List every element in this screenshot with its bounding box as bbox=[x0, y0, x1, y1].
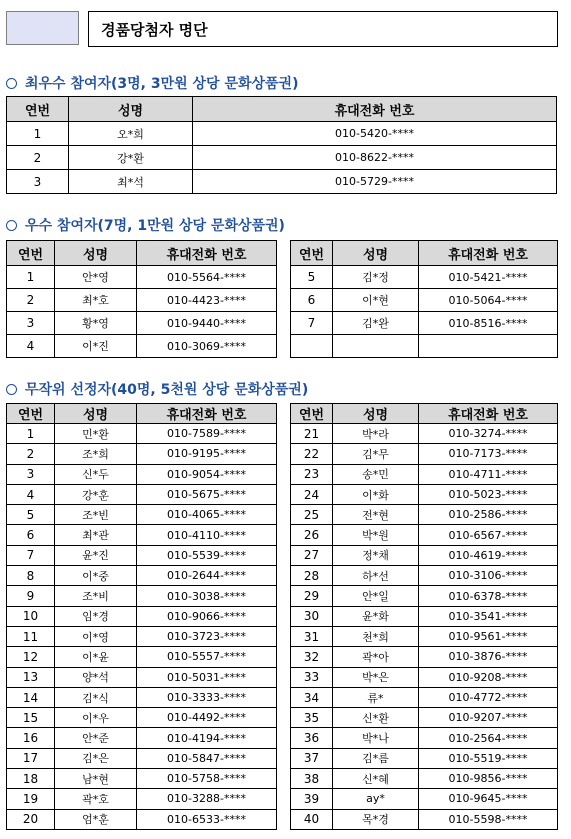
cell-no: 22 bbox=[291, 444, 333, 464]
header-name: 성명 bbox=[55, 404, 137, 424]
table-row bbox=[291, 464, 558, 484]
cell-no: 39 bbox=[291, 789, 333, 809]
cell-no: 30 bbox=[291, 606, 333, 626]
cell-name bbox=[333, 335, 419, 358]
cell-name: 조*빈 bbox=[55, 505, 137, 525]
table-row bbox=[7, 647, 277, 667]
cell-phone: 010-8622-**** bbox=[193, 146, 557, 170]
cell-phone: 010-5729-**** bbox=[193, 170, 557, 194]
table-row bbox=[291, 586, 558, 606]
table-row bbox=[7, 708, 277, 728]
cell-no: 5 bbox=[291, 266, 333, 289]
cell-no: 3 bbox=[7, 464, 55, 484]
table-row bbox=[7, 626, 277, 646]
cell-name: 신*혜 bbox=[333, 769, 419, 789]
cell-name: 박*원 bbox=[333, 525, 419, 545]
cell-phone: 010-5675-**** bbox=[137, 484, 277, 504]
cell-name: 김*름 bbox=[333, 748, 419, 768]
cell-phone: 010-9054-**** bbox=[137, 464, 277, 484]
table-row bbox=[7, 170, 557, 194]
cell-no: 29 bbox=[291, 586, 333, 606]
cell-name: 김*무 bbox=[333, 444, 419, 464]
cell-phone: 010-4194-**** bbox=[137, 728, 277, 748]
cell-no: 2 bbox=[7, 444, 55, 464]
cell-no: 23 bbox=[291, 464, 333, 484]
table-row bbox=[7, 667, 277, 687]
cell-no: 17 bbox=[7, 748, 55, 768]
header-phone: 휴대전화 번호 bbox=[193, 97, 557, 122]
cell-phone: 010-9066-**** bbox=[137, 606, 277, 626]
table-row bbox=[7, 312, 277, 335]
cell-phone: 010-5421-**** bbox=[419, 266, 558, 289]
cell-name: 임*경 bbox=[55, 606, 137, 626]
table-row bbox=[291, 484, 558, 504]
table-row bbox=[291, 424, 558, 444]
table-row bbox=[291, 525, 558, 545]
cell-phone: 010-3876-**** bbox=[419, 647, 558, 667]
cell-no: 32 bbox=[291, 647, 333, 667]
table-row bbox=[291, 312, 558, 335]
cell-phone: 010-5847-**** bbox=[137, 748, 277, 768]
cell-no: 26 bbox=[291, 525, 333, 545]
cell-no: 27 bbox=[291, 545, 333, 565]
cell-no: 20 bbox=[7, 809, 55, 829]
cell-phone: 010-3069-**** bbox=[137, 335, 277, 358]
cell-no: 2 bbox=[7, 146, 69, 170]
cell-no: 1 bbox=[7, 424, 55, 444]
cell-name: 류* bbox=[333, 687, 419, 707]
cell-phone: 010-4772-**** bbox=[419, 687, 558, 707]
cell-phone: 010-4619-**** bbox=[419, 545, 558, 565]
circle-bullet-icon bbox=[6, 78, 17, 89]
table-row bbox=[7, 525, 277, 545]
cell-phone: 010-3723-**** bbox=[137, 626, 277, 646]
cell-name: 이*우 bbox=[55, 708, 137, 728]
cell-no: 38 bbox=[291, 769, 333, 789]
table-row bbox=[7, 789, 277, 809]
cell-no: 14 bbox=[7, 687, 55, 707]
cell-name: 이*윤 bbox=[55, 647, 137, 667]
cell-no: 10 bbox=[7, 606, 55, 626]
table-header-row bbox=[7, 404, 277, 424]
header-phone: 휴대전화 번호 bbox=[419, 404, 558, 424]
table-row bbox=[291, 647, 558, 667]
cell-phone: 010-3106-**** bbox=[419, 566, 558, 586]
cell-no: 12 bbox=[7, 647, 55, 667]
header-no: 연번 bbox=[291, 241, 333, 266]
cell-name: 엄*훈 bbox=[55, 809, 137, 829]
table-row bbox=[7, 505, 277, 525]
table-row bbox=[291, 687, 558, 707]
header-no: 연번 bbox=[291, 404, 333, 424]
page-title: 경품당첨자 명단 bbox=[88, 11, 558, 47]
cell-no: 3 bbox=[7, 170, 69, 194]
cell-name: ay* bbox=[333, 789, 419, 809]
cell-name: 남*현 bbox=[55, 769, 137, 789]
header-no: 연번 bbox=[7, 241, 55, 266]
cell-phone: 010-7173-**** bbox=[419, 444, 558, 464]
cell-phone: 010-2586-**** bbox=[419, 505, 558, 525]
header-name: 성명 bbox=[55, 241, 137, 266]
circle-bullet-icon bbox=[6, 384, 17, 395]
cell-phone: 010-2644-**** bbox=[137, 566, 277, 586]
cell-phone: 010-5539-**** bbox=[137, 545, 277, 565]
cell-no: 3 bbox=[7, 312, 55, 335]
cell-name: 박*라 bbox=[333, 424, 419, 444]
table-row bbox=[7, 484, 277, 504]
header-phone: 휴대전화 번호 bbox=[137, 241, 277, 266]
header-name: 성명 bbox=[69, 97, 193, 122]
table-row bbox=[291, 748, 558, 768]
table-row bbox=[7, 769, 277, 789]
cell-phone: 010-8516-**** bbox=[419, 312, 558, 335]
cell-phone: 010-3288-**** bbox=[137, 789, 277, 809]
cell-name: 이*중 bbox=[55, 566, 137, 586]
cell-phone: 010-4110-**** bbox=[137, 525, 277, 545]
table-row bbox=[7, 728, 277, 748]
title-accent-box bbox=[6, 11, 79, 45]
cell-name: 조*희 bbox=[55, 444, 137, 464]
cell-name: 민*환 bbox=[55, 424, 137, 444]
cell-phone: 010-9561-**** bbox=[419, 626, 558, 646]
cell-name: 정*채 bbox=[333, 545, 419, 565]
cell-name: 양*석 bbox=[55, 667, 137, 687]
excellent-participants-table-left bbox=[6, 240, 277, 358]
cell-phone: 010-5031-**** bbox=[137, 667, 277, 687]
table-row bbox=[291, 335, 558, 358]
cell-no: 4 bbox=[7, 484, 55, 504]
cell-name: 김*정 bbox=[333, 266, 419, 289]
section-heading-excellent bbox=[6, 215, 285, 235]
cell-no: 21 bbox=[291, 424, 333, 444]
cell-name: 조*비 bbox=[55, 586, 137, 606]
cell-phone: 010-3038-**** bbox=[137, 586, 277, 606]
cell-no: 9 bbox=[7, 586, 55, 606]
table-row bbox=[7, 464, 277, 484]
cell-no: 33 bbox=[291, 667, 333, 687]
section-heading-text: 무작위 선정자(40명, 5천원 상당 문화상품권) bbox=[25, 382, 309, 398]
table-row bbox=[291, 545, 558, 565]
cell-no: 2 bbox=[7, 289, 55, 312]
cell-phone: 010-7589-**** bbox=[137, 424, 277, 444]
cell-no: 7 bbox=[291, 312, 333, 335]
cell-no: 11 bbox=[7, 626, 55, 646]
random-winners-table-left bbox=[6, 403, 277, 830]
header-phone: 휴대전화 번호 bbox=[137, 404, 277, 424]
cell-phone: 010-4492-**** bbox=[137, 708, 277, 728]
cell-phone: 010-3333-**** bbox=[137, 687, 277, 707]
cell-name: 신*두 bbox=[55, 464, 137, 484]
table-row bbox=[7, 122, 557, 146]
cell-name: 안*준 bbox=[55, 728, 137, 748]
cell-name: 김*은 bbox=[55, 748, 137, 768]
circle-bullet-icon bbox=[6, 220, 17, 231]
cell-no: 25 bbox=[291, 505, 333, 525]
cell-phone: 010-5598-**** bbox=[419, 809, 558, 829]
cell-name: 박*은 bbox=[333, 667, 419, 687]
cell-name: 안*일 bbox=[333, 586, 419, 606]
best-participants-table bbox=[6, 96, 557, 194]
cell-name: 안*영 bbox=[55, 266, 137, 289]
cell-phone: 010-3541-**** bbox=[419, 606, 558, 626]
cell-phone: 010-5064-**** bbox=[419, 289, 558, 312]
header-name: 성명 bbox=[333, 241, 419, 266]
header-name: 성명 bbox=[333, 404, 419, 424]
table-row bbox=[7, 748, 277, 768]
cell-name: 천*희 bbox=[333, 626, 419, 646]
cell-phone: 010-9645-**** bbox=[419, 789, 558, 809]
table-row bbox=[291, 667, 558, 687]
cell-phone: 010-9208-**** bbox=[419, 667, 558, 687]
table-row bbox=[7, 444, 277, 464]
cell-no: 16 bbox=[7, 728, 55, 748]
cell-name: 박*나 bbox=[333, 728, 419, 748]
section-heading-best bbox=[6, 73, 298, 93]
table-row bbox=[7, 809, 277, 829]
cell-no: 35 bbox=[291, 708, 333, 728]
cell-no: 13 bbox=[7, 667, 55, 687]
cell-phone bbox=[419, 335, 558, 358]
cell-name: 최*석 bbox=[69, 170, 193, 194]
table-row bbox=[291, 266, 558, 289]
cell-phone: 010-4065-**** bbox=[137, 505, 277, 525]
cell-no: 34 bbox=[291, 687, 333, 707]
table-row bbox=[291, 809, 558, 829]
cell-name: 최*호 bbox=[55, 289, 137, 312]
cell-no: 8 bbox=[7, 566, 55, 586]
table-row bbox=[291, 728, 558, 748]
table-row bbox=[291, 626, 558, 646]
table-row bbox=[291, 444, 558, 464]
table-row bbox=[291, 505, 558, 525]
table-row bbox=[7, 289, 277, 312]
header-phone: 휴대전화 번호 bbox=[419, 241, 558, 266]
cell-name: 이*화 bbox=[333, 484, 419, 504]
table-header-row bbox=[291, 404, 558, 424]
cell-name: 윤*화 bbox=[333, 606, 419, 626]
header-no: 연번 bbox=[7, 404, 55, 424]
table-row bbox=[291, 769, 558, 789]
table-row bbox=[291, 566, 558, 586]
section-heading-text: 우수 참여자(7명, 1만원 상당 문화상품권) bbox=[25, 218, 285, 234]
table-row bbox=[291, 789, 558, 809]
cell-name: 최*관 bbox=[55, 525, 137, 545]
cell-phone: 010-6567-**** bbox=[419, 525, 558, 545]
cell-no: 7 bbox=[7, 545, 55, 565]
table-row bbox=[7, 146, 557, 170]
cell-phone: 010-5564-**** bbox=[137, 266, 277, 289]
cell-name: 강*훈 bbox=[55, 484, 137, 504]
cell-phone: 010-5420-**** bbox=[193, 122, 557, 146]
cell-phone: 010-3274-**** bbox=[419, 424, 558, 444]
table-row bbox=[7, 687, 277, 707]
cell-phone: 010-9195-**** bbox=[137, 444, 277, 464]
cell-no: 40 bbox=[291, 809, 333, 829]
header-no: 연번 bbox=[7, 97, 69, 122]
cell-name: 황*영 bbox=[55, 312, 137, 335]
cell-no: 5 bbox=[7, 505, 55, 525]
cell-no: 1 bbox=[7, 266, 55, 289]
table-row bbox=[7, 545, 277, 565]
cell-no: 19 bbox=[7, 789, 55, 809]
cell-name: 신*환 bbox=[333, 708, 419, 728]
cell-name: 송*민 bbox=[333, 464, 419, 484]
cell-no: 24 bbox=[291, 484, 333, 504]
table-header-row bbox=[291, 241, 558, 266]
cell-name: 곽*호 bbox=[55, 789, 137, 809]
cell-phone: 010-6378-**** bbox=[419, 586, 558, 606]
table-row bbox=[7, 424, 277, 444]
cell-name: 이*현 bbox=[333, 289, 419, 312]
cell-no bbox=[291, 335, 333, 358]
cell-name: 김*식 bbox=[55, 687, 137, 707]
cell-name: 전*현 bbox=[333, 505, 419, 525]
cell-no: 6 bbox=[291, 289, 333, 312]
cell-name: 윤*진 bbox=[55, 545, 137, 565]
cell-phone: 010-9856-**** bbox=[419, 769, 558, 789]
table-row bbox=[7, 566, 277, 586]
table-row bbox=[7, 266, 277, 289]
cell-phone: 010-6533-**** bbox=[137, 809, 277, 829]
cell-name: 목*경 bbox=[333, 809, 419, 829]
cell-name: 강*환 bbox=[69, 146, 193, 170]
cell-phone: 010-5758-**** bbox=[137, 769, 277, 789]
cell-no: 28 bbox=[291, 566, 333, 586]
cell-phone: 010-5557-**** bbox=[137, 647, 277, 667]
table-row bbox=[291, 708, 558, 728]
cell-no: 6 bbox=[7, 525, 55, 545]
cell-name: 하*선 bbox=[333, 566, 419, 586]
cell-phone: 010-9440-**** bbox=[137, 312, 277, 335]
table-header-row bbox=[7, 241, 277, 266]
table-row bbox=[291, 606, 558, 626]
table-row bbox=[7, 586, 277, 606]
cell-no: 15 bbox=[7, 708, 55, 728]
section-heading-text: 최우수 참여자(3명, 3만원 상당 문화상품권) bbox=[25, 76, 299, 92]
cell-phone: 010-5519-**** bbox=[419, 748, 558, 768]
section-heading-random bbox=[6, 379, 308, 399]
cell-phone: 010-4423-**** bbox=[137, 289, 277, 312]
random-winners-table-right bbox=[290, 403, 558, 830]
cell-no: 1 bbox=[7, 122, 69, 146]
cell-no: 36 bbox=[291, 728, 333, 748]
cell-name: 곽*아 bbox=[333, 647, 419, 667]
cell-no: 18 bbox=[7, 769, 55, 789]
cell-phone: 010-9207-**** bbox=[419, 708, 558, 728]
cell-name: 김*완 bbox=[333, 312, 419, 335]
table-row bbox=[7, 335, 277, 358]
table-header-row bbox=[7, 97, 557, 122]
cell-name: 오*희 bbox=[69, 122, 193, 146]
cell-no: 37 bbox=[291, 748, 333, 768]
cell-name: 이*영 bbox=[55, 626, 137, 646]
cell-name: 이*진 bbox=[55, 335, 137, 358]
cell-phone: 010-5023-**** bbox=[419, 484, 558, 504]
excellent-participants-table-right bbox=[290, 240, 558, 358]
cell-phone: 010-4711-**** bbox=[419, 464, 558, 484]
cell-no: 4 bbox=[7, 335, 55, 358]
cell-phone: 010-2564-**** bbox=[419, 728, 558, 748]
cell-no: 31 bbox=[291, 626, 333, 646]
table-row bbox=[7, 606, 277, 626]
table-row bbox=[291, 289, 558, 312]
